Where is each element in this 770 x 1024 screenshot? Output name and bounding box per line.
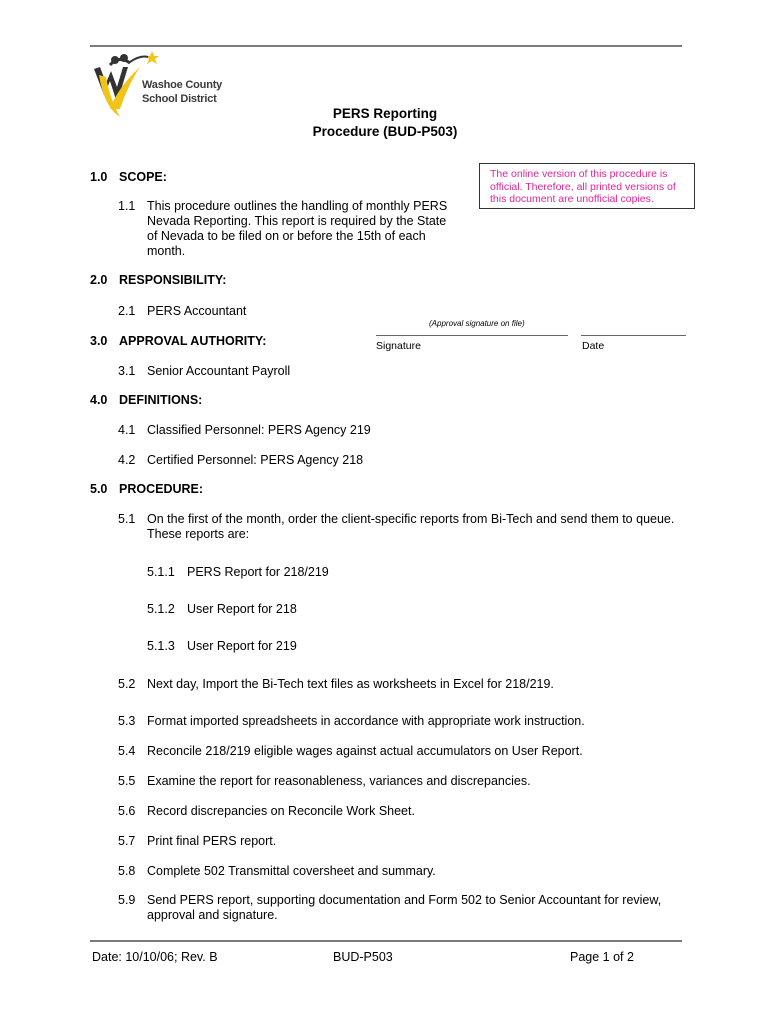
item-number: 5.6 [118,804,136,818]
footer-rule [90,940,682,942]
section-title: RESPONSIBILITY: [119,273,227,287]
item-number: 5.1.1 [147,565,175,579]
section-title: SCOPE: [119,170,167,184]
approval-note: (Approval signature on file) [429,319,525,328]
item-text: Record discrepancies on Reconcile Work Sheet. [147,804,415,818]
section-scope [90,170,167,184]
section-number: 5.0 [90,482,108,496]
item-text [147,512,674,542]
item-text: Format imported spreadsheets in accordance with appropriate work instruction. [147,714,585,728]
date-label: Date [582,340,605,352]
item-number: 5.3 [118,714,136,728]
district-name [142,79,222,106]
section-number: 1.0 [90,170,108,184]
item-text: Certified Personnel: PERS Agency 218 [147,453,364,467]
item-text: PERS Report for 218/219 [187,565,329,579]
item-text: User Report for 219 [187,639,297,653]
item-text [147,199,447,259]
item-text: User Report for 218 [187,602,297,616]
footer-document-code: BUD-P503 [333,950,393,964]
section-definitions [90,393,202,407]
date-line [581,335,686,336]
district-name-line2: School District [142,93,217,105]
item-text: Complete 502 Transmittal coversheet and summary. [147,864,436,878]
section-procedure [90,482,203,496]
item-number: 5.8 [118,864,136,878]
item-text: Examine the report for reasonableness, variances and discrepancies. [147,774,531,788]
item-text-line: of Nevada to be filed on or before the 15th of each [147,229,426,243]
item-text-line: On the first of the month, order the client-specific reports from Bi-Tech and send them to queue. [147,512,675,526]
signature-label: Signature [376,340,421,352]
district-name-line1: Washoe County [142,79,223,91]
section-approval-authority [90,334,266,348]
section-responsibility [90,273,226,287]
item-text [147,893,661,923]
section-title: APPROVAL AUTHORITY: [119,334,267,348]
item-number: 1.1 [118,199,136,213]
item-number: 5.1 [118,512,136,526]
item-text: Reconcile 218/219 eligible wages against actual accumulators on User Report. [147,744,583,758]
item-text-line: Send PERS report, supporting documentation and Form 502 to Senior Accountant for review, [147,893,662,907]
item-number: 3.1 [118,364,136,378]
item-text: Classified Personnel: PERS Agency 219 [147,423,371,437]
page-title: PERS Reporting [332,106,438,121]
footer-date: Date: 10/10/06; Rev. B [92,950,218,964]
item-number: 5.1.3 [147,639,175,653]
section-title: DEFINITIONS: [119,393,203,407]
item-number: 5.9 [118,893,136,907]
item-text-line: These reports are: [147,527,250,541]
item-number: 5.5 [118,774,136,788]
section-number: 3.0 [90,334,108,348]
section-number: 4.0 [90,393,108,407]
item-number: 5.4 [118,744,136,758]
item-text: Next day, Import the Bi-Tech text files as worksheets in Excel for 218/219. [147,677,554,691]
item-text-line: Nevada Reporting. This report is required by the State [147,214,447,228]
item-number: 2.1 [118,304,136,318]
item-number: 5.7 [118,834,136,848]
item-number: 5.1.2 [147,602,175,616]
footer-page-number: Page 1 of 2 [570,950,634,964]
page-subtitle: Procedure (BUD-P503) [312,124,458,139]
section-title: PROCEDURE: [119,482,204,496]
item-text: Senior Accountant Payroll [147,364,291,378]
item-text-line: month. [147,244,186,258]
item-text: Print final PERS report. [147,834,277,848]
item-number: 4.2 [118,453,136,467]
item-number: 4.1 [118,423,136,437]
item-text-line: This procedure outlines the handling of monthly PERS [147,199,448,213]
item-text: PERS Accountant [147,304,247,318]
signature-line [376,335,568,336]
section-number: 2.0 [90,273,108,287]
item-number: 5.2 [118,677,136,691]
item-text-line: approval and signature. [147,908,278,922]
online-version-notice: The online version of this procedure is official. Therefore, all printed versions of this document are unofficial copies. [479,163,695,209]
